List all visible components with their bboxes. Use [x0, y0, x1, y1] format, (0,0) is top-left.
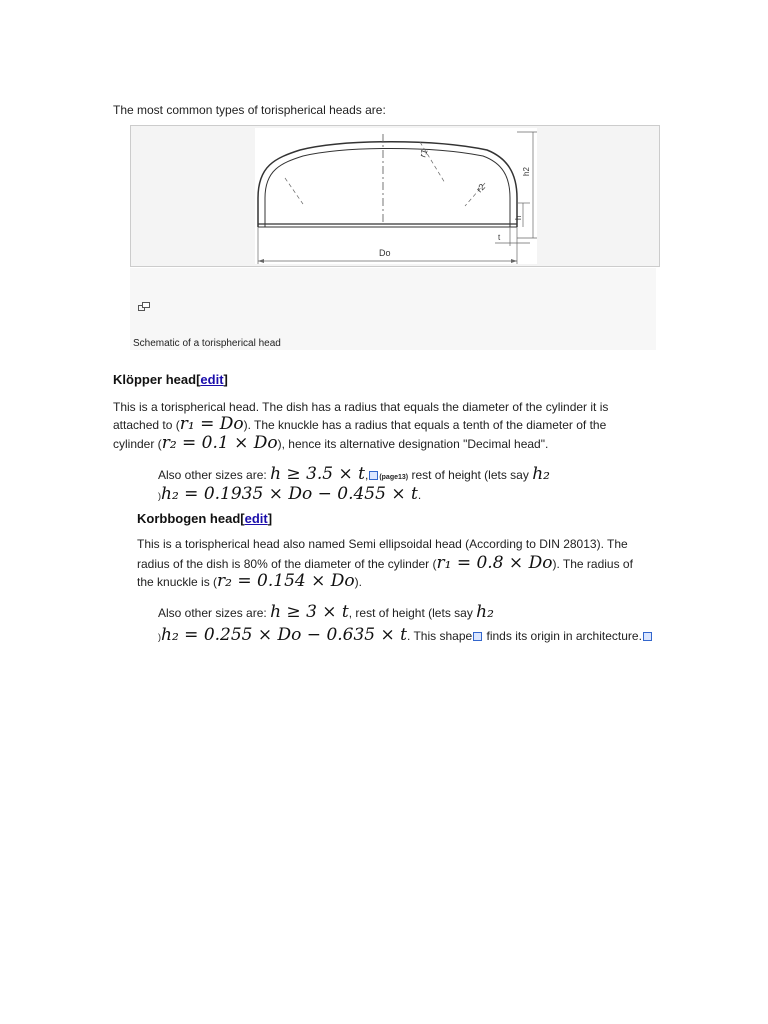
klopper-para-line3: cylinder (r₂ = 0.1 × Do), hence its alternative designation "Decimal head". — [113, 433, 549, 453]
math-r2: r₂ = 0.1 × Do — [161, 433, 278, 453]
torispherical-head-diagram — [255, 128, 537, 264]
korbbogen-title: Korbbogen head — [137, 511, 241, 526]
math-h-korb: h ≥ 3 × t — [270, 602, 349, 622]
label-r2: r2 — [474, 181, 488, 195]
label-t: t — [498, 233, 501, 242]
label-h2: h2 — [522, 167, 531, 176]
intro-text: The most common types of torispherical heads are: — [113, 103, 386, 117]
korbbogen-h2-line: )h₂ = 0.255 × Do − 0.635 × t. This shape finds its origin in architecture. — [158, 626, 653, 646]
label-do: Do — [379, 248, 391, 258]
enlarge-icon[interactable] — [138, 298, 148, 306]
math-h2: h₂ — [532, 464, 550, 484]
math-r1-korb: r₁ = 0.8 × Do — [436, 553, 553, 573]
figure-caption: Schematic of a torispherical head — [133, 338, 281, 349]
klopper-sizes-line: Also other sizes are: h ≥ 3.5 × t, (page13) rest of height (lets say h₂ — [158, 464, 550, 484]
page-ref-label[interactable]: (page13) — [379, 474, 409, 481]
klopper-title: Klöpper head — [113, 372, 197, 387]
korbbogen-para-line1: This is a torispherical head also named Semi ellipsoidal head (According to DIN 28013). The — [137, 537, 628, 551]
math-h2-eq: h₂ = 0.1935 × Do − 0.455 × t — [161, 484, 418, 504]
klopper-edit-link[interactable]: edit — [200, 372, 224, 387]
korbbogen-para-line2: radius of the dish is 80% of the diameter of the cylinder (r₁ = 0.8 × Do). The radius of — [137, 553, 633, 573]
math-h2-eq-korb: h₂ = 0.255 × Do − 0.635 × t — [161, 625, 408, 645]
shape-reference-icon[interactable] — [473, 632, 482, 641]
klopper-h2-line: )h₂ = 0.1935 × Do − 0.455 × t. — [158, 484, 422, 504]
math-h2-korb: h₂ — [476, 602, 494, 622]
korbbogen-sizes-line: Also other sizes are: h ≥ 3 × t, rest of height (lets say h₂ — [158, 602, 494, 622]
math-h: h ≥ 3.5 × t — [270, 464, 365, 484]
label-h: h — [514, 215, 523, 220]
figure-image — [255, 128, 537, 264]
korbbogen-heading: Korbbogen head[edit] — [137, 511, 273, 526]
klopper-heading: Klöpper head[edit] — [113, 372, 228, 387]
korbbogen-edit-link[interactable]: edit — [244, 511, 268, 526]
korbbogen-para-line3: the knuckle is (r₂ = 0.154 × Do). — [137, 571, 362, 591]
math-r2-korb: r₂ = 0.154 × Do — [217, 571, 355, 591]
reference-icon[interactable] — [369, 471, 378, 480]
label-r1: r1 — [417, 147, 430, 159]
origin-reference-icon[interactable] — [643, 632, 652, 641]
klopper-para-line2: attached to (r₁ = Do). The knuckle has a radius that equals a tenth of the diameter of the — [113, 414, 607, 434]
math-r1: r₁ = Do — [179, 414, 244, 434]
klopper-para-line1: This is a torispherical head. The dish has a radius that equals the diameter of the cylinder it is — [113, 400, 609, 414]
